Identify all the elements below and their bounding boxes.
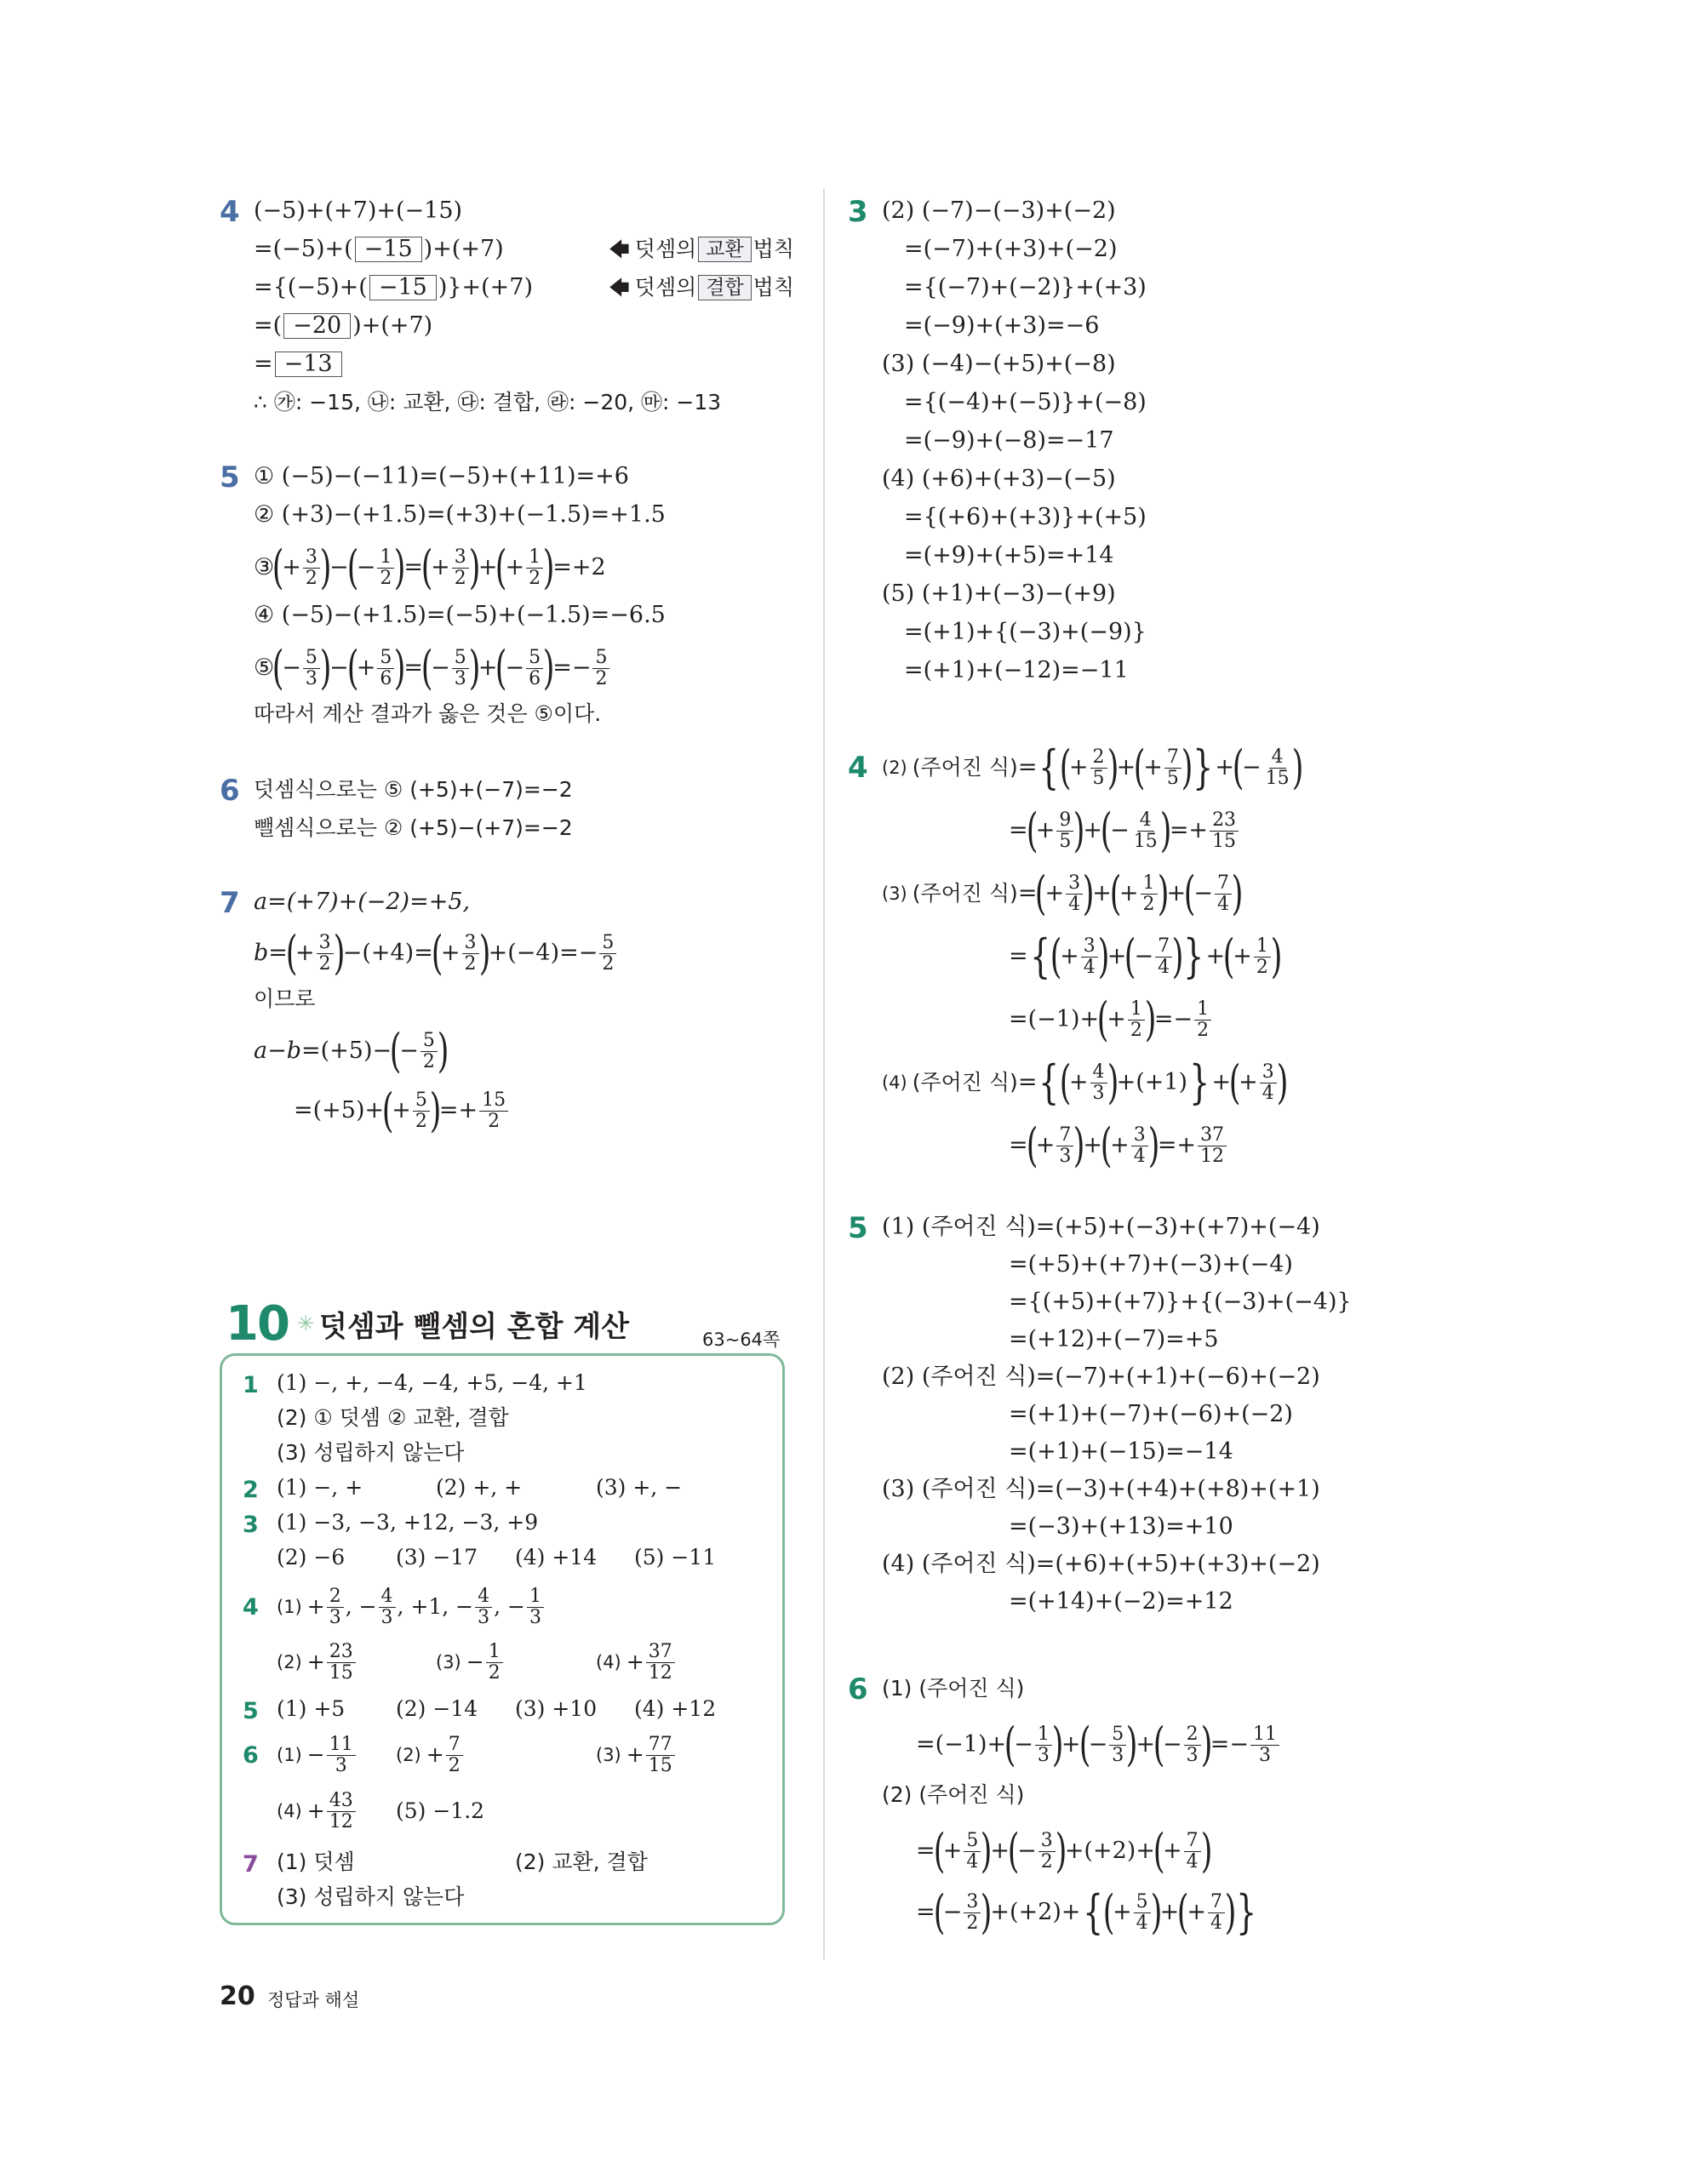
answer-number: 3	[243, 1512, 259, 1538]
answer-number: 1	[243, 1372, 259, 1398]
conclusion-line: 따라서 계산 결과가 옳은 것은 ⑤이다.	[254, 701, 602, 726]
law-note	[609, 235, 794, 264]
math-line: ③ ( + $\frac{3}{2}$ ) − ( − $\frac{1}{2}$ ) = ( + $\frac{3}{2}$ ) + ( + $\frac{1}{2}$ ) =+2	[254, 540, 606, 594]
math-line: ={(+6)+(+3)}+(+5)	[904, 504, 1147, 530]
math-line: (4) (+6)+(+3)−(−5)	[882, 466, 1116, 492]
math-line: (−5)+(+7)+(−15)	[254, 197, 463, 224]
answer-item: (4) +12	[634, 1696, 717, 1721]
math-line: = ( + $\frac{7}{3}$ ) + ( + $\frac{3}{4}$ ) =+ $\frac{37}{12}$	[1009, 1122, 1228, 1169]
law-tag: 결합	[698, 275, 751, 300]
math-line: ① (−5)−(−11)=(−5)+(+11)=+6	[254, 463, 629, 489]
math-line	[254, 273, 533, 302]
section-heading	[226, 1295, 629, 1352]
math-line: (1) (주어진 식)=(+5)+(−3)+(+7)+(−4)	[882, 1214, 1320, 1240]
answer-item: (3) 성립하지 않는다	[277, 1884, 465, 1909]
conclusion-line: ∴ ㉮: −15, ㉯: 교환, ㉰: 결합, ㉱: −20, ㉲: −13	[254, 390, 722, 415]
math-line: (3) (주어진 식) = ( + $\frac{3}{4}$ ) + ( + $\frac{1}{2}$ ) + ( − $\frac{7}{4}$ )	[882, 866, 1244, 920]
answer-item: (2) −6	[277, 1545, 346, 1569]
question-number: 6	[848, 1672, 868, 1707]
expr: =(	[254, 312, 283, 339]
math-line: = { ( + $\frac{3}{4}$ ) + ( − $\frac{7}{4}$ ) } + ( + $\frac{1}{2}$ )	[1009, 929, 1283, 983]
page-range: 63~64쪽	[702, 1329, 781, 1350]
question-number: 3	[848, 195, 868, 229]
math-line: (2) (−7)−(−3)+(−2)	[882, 197, 1116, 224]
answer-item: (1) − $\frac{11}{3}$	[277, 1731, 358, 1779]
law-note	[609, 273, 794, 302]
answer-number: 2	[243, 1477, 259, 1503]
answer-item: (1) −, +	[277, 1475, 363, 1500]
text-line: 뺄셈식으로는 ② (+5)−(+7)=−2	[254, 815, 573, 840]
answer-item: (1) 덧셈	[277, 1850, 355, 1874]
text-line: 이므로	[254, 986, 316, 1011]
math-line: = ( − $\frac{3}{2}$ ) +(+2)+ { ( + $\frac{5}{4}$ ) + ( + $\frac{7}{4}$ ) }	[916, 1885, 1257, 1939]
answer-item: (4) + $\frac{43}{12}$	[277, 1787, 358, 1835]
answer-item: (2) + $\frac{7}{2}$	[396, 1731, 465, 1779]
question-number: 4	[848, 751, 868, 785]
math-line: =(−7)+(+3)+(−2)	[904, 236, 1118, 262]
math-line: =(+14)+(−2)=+12	[1009, 1588, 1233, 1615]
text-line: (2) (주어진 식)	[882, 1782, 1025, 1807]
math-line: =(+9)+(+5)=+14	[904, 542, 1114, 569]
question-number: 5	[220, 460, 240, 495]
math-line: ② (+3)−(+1.5)=(+3)+(−1.5)=+1.5	[254, 501, 666, 528]
math-line	[254, 235, 504, 264]
page-number: 20	[220, 1981, 255, 2011]
math-line: ={(+5)+(+7)}+{(−3)+(−4)}	[1009, 1289, 1352, 1315]
question-number: 5	[848, 1211, 868, 1245]
expr: )+(+7)	[423, 236, 504, 262]
answer-number: 6	[243, 1742, 259, 1769]
math-line	[254, 312, 432, 340]
expr: )}+(+7)	[438, 274, 534, 300]
math-line: =(+1)+(−15)=−14	[1009, 1438, 1233, 1465]
blank-box: −15	[369, 275, 437, 300]
blank-box: −15	[355, 237, 422, 262]
arrow-left-icon: 🡄	[609, 237, 630, 261]
expr: =	[254, 351, 273, 377]
math-line: =(+1)+{(−3)+(−9)}	[904, 619, 1147, 645]
answer-line: (1) −, +, −4, −4, +5, −4, +1	[277, 1370, 587, 1395]
answer-number: 4	[243, 1594, 259, 1621]
question-number: 7	[220, 886, 240, 920]
note-text: 덧셈의	[634, 237, 697, 261]
text-line: (1) (주어진 식)	[882, 1676, 1025, 1701]
math-line: =(+5)+ ( + $\frac{5}{2}$ ) =+ $\frac{15}{2}$	[294, 1089, 510, 1132]
math-line: (5) (+1)+(−3)−(+9)	[882, 580, 1116, 607]
math-line: =(+1)+(−7)+(−6)+(−2)	[1009, 1401, 1293, 1427]
given-label: (주어진 식)	[912, 755, 1018, 780]
answer-item: (2) +, +	[436, 1475, 523, 1500]
math-line: b = ( + $\frac{3}{2}$ ) −(+4)= ( + $\frac{3}{2}$ ) +(−4)=− $\frac{5}{2}$	[254, 932, 618, 975]
arrow-left-icon: 🡄	[609, 276, 630, 300]
math-line: (4) (주어진 식) = { ( + $\frac{4}{3}$ ) +(+1) } + ( + $\frac{3}{4}$ )	[882, 1055, 1289, 1109]
math-line	[254, 350, 344, 379]
given-label: (주어진 식)	[912, 1070, 1018, 1095]
star-icon: ✳	[296, 1312, 315, 1335]
given-label: (주어진 식)	[912, 881, 1018, 906]
math-line: (4) (주어진 식)=(+6)+(+5)+(+3)+(−2)	[882, 1551, 1320, 1577]
blank-box: −13	[275, 352, 342, 377]
column-divider	[823, 189, 825, 1959]
answer-item: (1) +5	[277, 1696, 346, 1721]
answer-item: (4) + $\frac{37}{12}$	[596, 1638, 677, 1686]
answer-number: 5	[243, 1698, 259, 1724]
math-line: =(−3)+(+13)=+10	[1009, 1513, 1233, 1540]
answer-line: (1) −3, −3, +12, −3, +9	[277, 1510, 539, 1535]
answer-item: (5) −11	[634, 1545, 717, 1569]
math-line: =(−9)+(−8)=−17	[904, 427, 1114, 454]
section-title: 덧셈과 뺄셈의 혼합 계산	[319, 1309, 629, 1344]
math-line: = ( + $\frac{9}{5}$ ) + ( − $\frac{4}{15}$ ) =+ $\frac{23}{15}$	[1009, 807, 1240, 855]
answer-item: (3) − $\frac{1}{2}$	[436, 1638, 505, 1686]
math-line: ⑤ ( − $\frac{5}{3}$ ) − ( + $\frac{5}{6}$ ) = ( − $\frac{5}{3}$ ) + ( − $\frac{5}{6}$ ) =− $\frac{5}{2}$	[254, 647, 611, 689]
note-text: 법칙	[752, 237, 794, 261]
answer-item: (5) −1.2	[396, 1798, 485, 1823]
math-line: ={(−4)+(−5)}+(−8)	[904, 389, 1147, 415]
answer-item: (2) −14	[396, 1696, 478, 1721]
answer-line: (3) 성립하지 않는다	[277, 1440, 465, 1465]
math-line: (3) (주어진 식)=(−3)+(+4)+(+8)+(+1)	[882, 1476, 1320, 1502]
math-line: =(−1)+ ( − $\frac{1}{3}$ ) + ( − $\frac{5}{3}$ ) + ( − $\frac{2}{3}$ ) =− $\frac{11}{3}$	[916, 1721, 1281, 1769]
math-line: ={(−7)+(−2)}+(+3)	[904, 274, 1147, 300]
answer-item: (3) +10	[515, 1696, 598, 1721]
math-line: =(+12)+(−7)=+5	[1009, 1326, 1219, 1352]
math-line: (2) (주어진 식)=(−7)+(+1)+(−6)+(−2)	[882, 1364, 1320, 1390]
answer-item: (2) + $\frac{23}{15}$	[277, 1638, 358, 1686]
answer-item: (2) 교환, 결합	[515, 1850, 648, 1874]
math-line: a=(+7)+(−2)=+5,	[254, 889, 471, 915]
text-line: 덧셈식으로는 ⑤ (+5)+(−7)=−2	[254, 777, 573, 802]
math-line: =(−1)+ ( + $\frac{1}{2}$ ) =− $\frac{1}{2}$	[1009, 996, 1213, 1043]
answer-item: (3) + $\frac{77}{15}$	[596, 1731, 677, 1779]
answer-item: (3) +, −	[596, 1475, 683, 1500]
math-line: = ( + $\frac{5}{4}$ ) + ( − $\frac{3}{2}$ ) +(+2)+ ( + $\frac{7}{4}$ )	[916, 1824, 1213, 1878]
note-text: 덧셈의	[634, 275, 697, 300]
expr: ={(−5)+(	[254, 274, 368, 300]
math-line: =(+1)+(−12)=−11	[904, 657, 1129, 683]
math-line: (3) (−4)−(+5)+(−8)	[882, 351, 1116, 377]
math-line: =(+5)+(+7)+(−3)+(−4)	[1009, 1251, 1293, 1278]
question-number: 4	[220, 195, 240, 229]
math-line: a − b =(+5)− ( − $\frac{5}{2}$ )	[254, 1024, 449, 1078]
answer-item: (4) +14	[515, 1545, 598, 1569]
answer-number: 7	[243, 1851, 259, 1878]
blank-box: −20	[283, 313, 351, 339]
answer-line: (1) + $\frac{2}{3}$ , − $\frac{4}{3}$ , +1, − $\frac{4}{3}$ , − $\frac{1}{3}$	[277, 1583, 546, 1631]
expr: )+(+7)	[352, 312, 433, 339]
math-line: (2) (주어진 식) = { ( + $\frac{2}{5}$ ) + ( + $\frac{7}{5}$ ) } + ( − $\frac{4}{15}$ )	[882, 740, 1304, 794]
note-text: 법칙	[752, 275, 794, 300]
answer-item: (3) −17	[396, 1545, 478, 1569]
question-number: 6	[220, 774, 240, 808]
law-tag: 교환	[698, 237, 751, 262]
footer-label: 정답과 해설	[267, 1990, 360, 2010]
math-line: =(−9)+(+3)=−6	[904, 312, 1100, 339]
math-line: ④ (−5)−(+1.5)=(−5)+(−1.5)=−6.5	[254, 602, 666, 628]
expr: =(−5)+(	[254, 236, 353, 262]
section-number: 10	[226, 1295, 289, 1352]
answer-line: (2) ① 덧셈 ② 교환, 결합	[277, 1405, 509, 1430]
